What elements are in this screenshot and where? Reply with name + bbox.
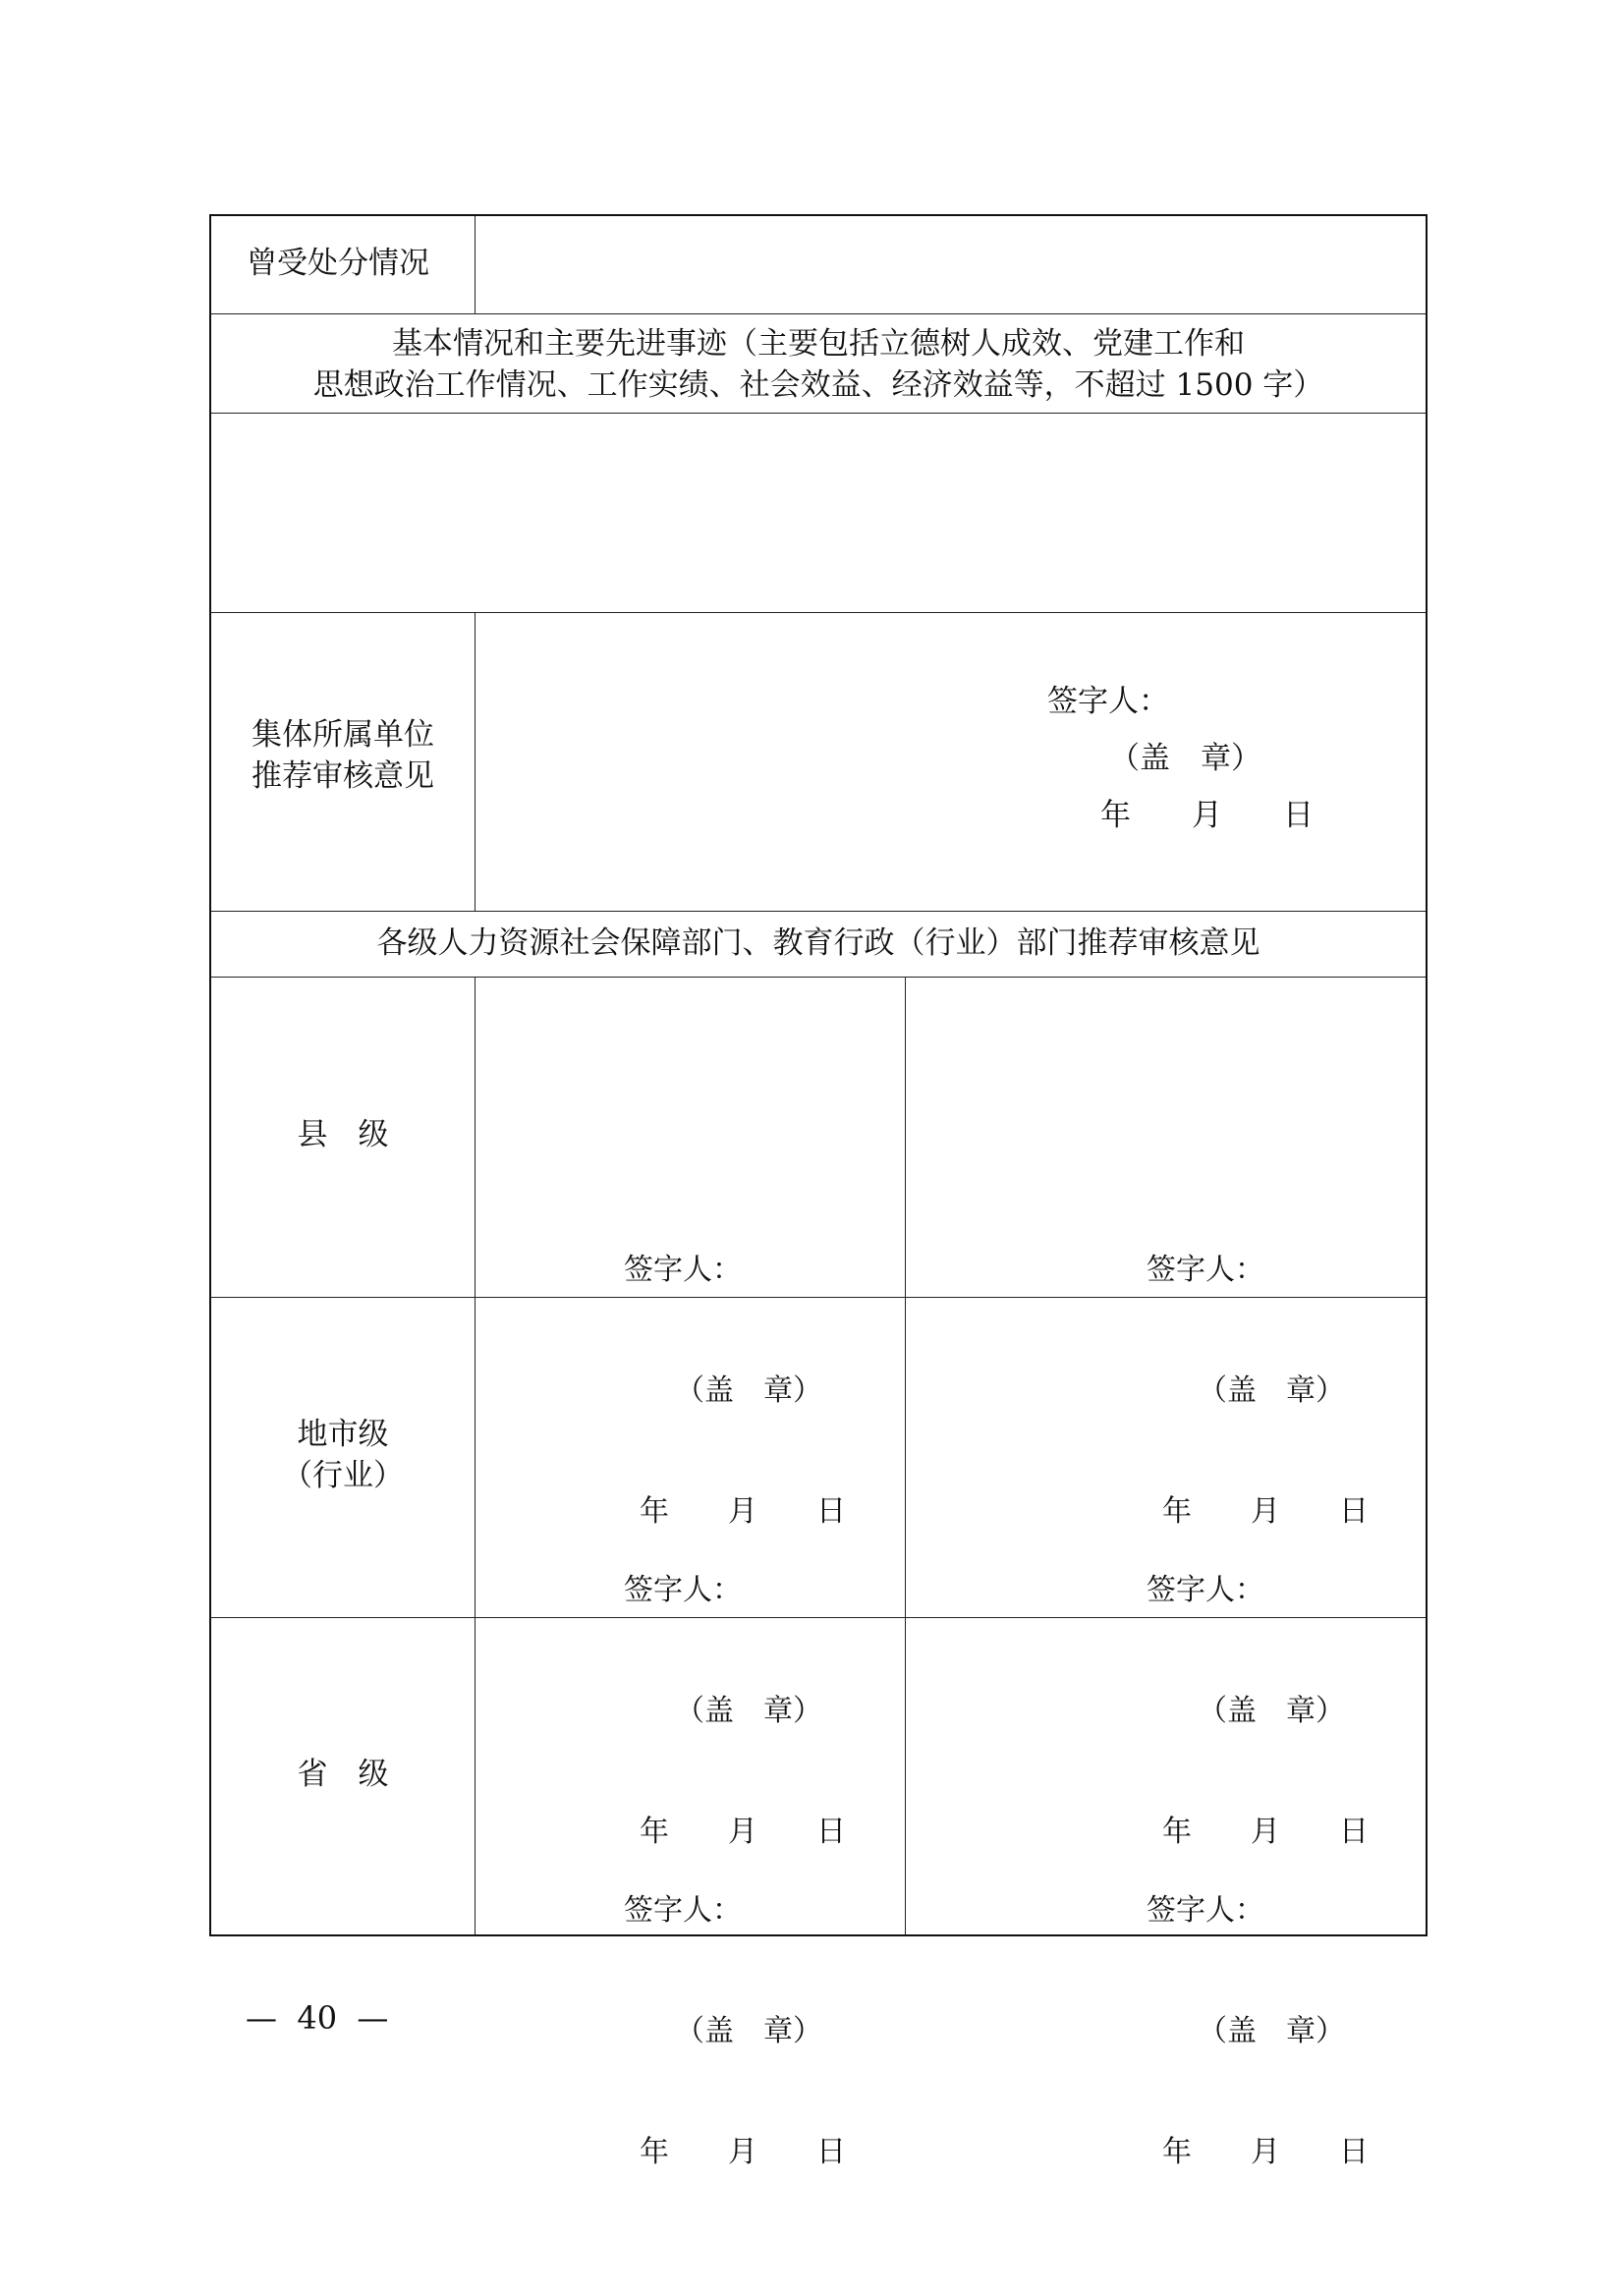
level-label-county: 县 级: [297, 1117, 389, 1152]
column-divider: [475, 612, 476, 911]
date-label: 年 月 日: [1162, 1494, 1369, 1529]
page-number: — 40 —: [246, 1999, 389, 2037]
signer-label: 签字人：: [1147, 1893, 1264, 1928]
signer-label: 签字人：: [1147, 1573, 1264, 1607]
achievements-heading-line2: 思想政治工作情况、工作实绩、社会效益、经济效益等，不超过 1500 字）: [312, 366, 1324, 403]
disciplinary-label: 曾受处分情况: [247, 246, 429, 281]
seal-label: （盖 章）: [675, 1694, 822, 1728]
row-divider: [211, 911, 1426, 912]
date-label: 年 月 日: [640, 2135, 846, 2169]
row-divider: [211, 977, 1426, 978]
unit-date-label: 年 月 日: [1100, 798, 1314, 833]
date-label: 年 月 日: [640, 1815, 846, 1849]
unit-opinion-label-line1: 集体所属单位: [252, 717, 434, 753]
column-divider: [475, 216, 476, 313]
date-label: 年 月 日: [640, 1494, 846, 1529]
row-divider: [211, 612, 1426, 613]
level-label-city-line1: 地市级: [297, 1417, 389, 1452]
province-left-signature: [624, 1810, 846, 2253]
row-divider: [211, 313, 1426, 314]
seal-label: （盖 章）: [1198, 1373, 1345, 1408]
date-label: 年 月 日: [1162, 1815, 1369, 1849]
seal-label: （盖 章）: [675, 1373, 822, 1408]
seal-label: （盖 章）: [1198, 2014, 1345, 2048]
level-label-city-line2: （行业）: [282, 1457, 404, 1493]
signer-label: 签字人：: [624, 1253, 742, 1287]
seal-label: （盖 章）: [675, 2014, 822, 2048]
achievements-heading: [211, 324, 1426, 407]
column-divider: [475, 977, 476, 1934]
dept-review-heading: 各级人力资源社会保障部门、教育行政（行业）部门推荐审核意见: [376, 925, 1260, 961]
unit-signer-label: 签字人：: [1047, 684, 1169, 719]
column-divider: [905, 977, 906, 1934]
row-divider: [211, 413, 1426, 414]
signer-label: 签字人：: [1147, 1253, 1264, 1287]
level-label-city: [211, 1415, 475, 1497]
signer-label: 签字人：: [624, 1893, 742, 1928]
date-label: 年 月 日: [1162, 2135, 1369, 2169]
unit-opinion-label-line2: 推荐审核意见: [252, 757, 434, 794]
signer-label: 签字人：: [624, 1573, 742, 1607]
province-right-signature: [1147, 1810, 1369, 2253]
unit-opinion-label: [211, 715, 475, 798]
achievements-content-field[interactable]: [231, 432, 1400, 599]
achievements-heading-line1: 基本情况和主要先进事迹（主要包括立德树人成效、党建工作和: [392, 326, 1245, 362]
level-label-province: 省 级: [297, 1757, 389, 1792]
seal-label: （盖 章）: [1198, 1694, 1345, 1728]
unit-seal-label: （盖 章）: [1109, 741, 1261, 776]
